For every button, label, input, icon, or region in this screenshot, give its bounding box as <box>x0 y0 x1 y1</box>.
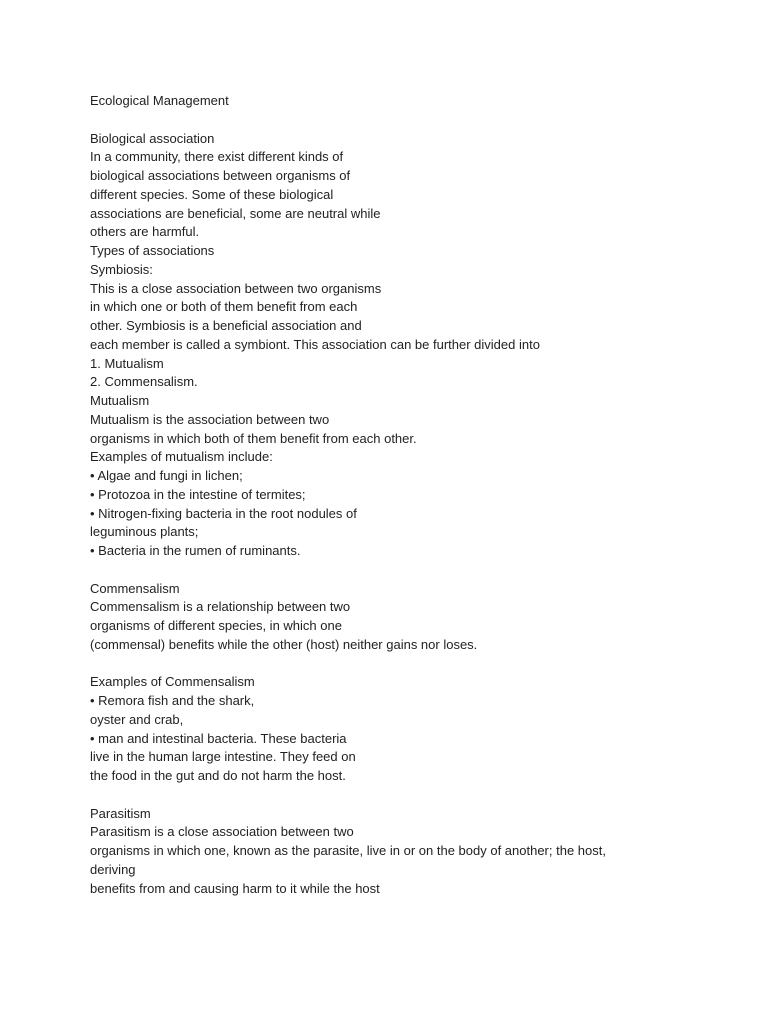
paragraph-line: benefits from and causing harm to it while the host <box>90 880 380 896</box>
paragraph-line: each member is called a symbiont. This association can be further divided into <box>90 336 540 352</box>
section-heading-biological-association: Biological association <box>90 130 215 146</box>
list-item: • Bacteria in the rumen of ruminants. <box>90 543 301 558</box>
paragraph-line: associations are beneficial, some are neutral while <box>90 205 381 221</box>
list-item: • man and intestinal bacteria. These bacteria <box>90 730 347 746</box>
list-item: • Nitrogen-fixing bacteria in the root nodules of <box>90 505 357 521</box>
paragraph-line: Examples of mutualism include: <box>90 449 273 465</box>
paragraph-line: organisms of different species, in which one <box>90 618 342 633</box>
paragraph-line: in which one or both of them benefit from each <box>90 299 358 315</box>
paragraph-line: others are harmful. <box>90 224 200 240</box>
list-item: • Algae and fungi in lichen; <box>90 468 243 483</box>
list-item: leguminous plants; <box>90 524 199 540</box>
section-heading-types: Types of associations <box>90 243 215 258</box>
paragraph-line: Parasitism is a close association between two <box>90 824 354 840</box>
section-heading-commensalism-examples: Examples of Commensalism <box>90 674 255 690</box>
spacer <box>90 111 730 130</box>
list-item: • Remora fish and the shark, <box>90 693 255 708</box>
paragraph-line: different species. Some of these biological <box>90 186 334 202</box>
paragraph-line: deriving <box>90 861 136 877</box>
paragraph-line: organisms in which both of them benefit from each other. <box>90 430 417 446</box>
paragraph-line: This is a close association between two organisms <box>90 280 382 296</box>
paragraph-line: other. Symbiosis is a beneficial association and <box>90 318 362 333</box>
spacer <box>90 786 730 805</box>
list-item: live in the human large intestine. They feed on <box>90 749 356 765</box>
list-item: 2. Commensalism. <box>90 374 198 390</box>
list-item: 1. Mutualism <box>90 355 164 371</box>
section-heading-parasitism: Parasitism <box>90 805 151 821</box>
paragraph-line: organisms in which one, known as the parasite, live in or on the body of another; the host, <box>90 843 606 858</box>
paragraph-line: Commensalism is a relationship between two <box>90 599 351 615</box>
paragraph-line: (commensal) benefits while the other (host) neither gains nor loses. <box>90 636 478 652</box>
document-title: Ecological Management <box>90 93 229 108</box>
section-heading-mutualism: Mutualism <box>90 393 150 408</box>
list-item: the food in the gut and do not harm the host. <box>90 768 346 783</box>
list-item: oyster and crab, <box>90 711 184 727</box>
paragraph-line: biological associations between organisms of <box>90 168 351 183</box>
paragraph-line: In a community, there exist different kinds of <box>90 149 344 165</box>
spacer <box>90 561 730 580</box>
document-page <box>90 92 730 898</box>
section-heading-symbiosis: Symbiosis: <box>90 261 153 277</box>
section-heading-commensalism: Commensalism <box>90 580 180 596</box>
spacer <box>90 655 730 674</box>
list-item: • Protozoa in the intestine of termites; <box>90 486 306 502</box>
paragraph-line: Mutualism is the association between two <box>90 411 330 427</box>
